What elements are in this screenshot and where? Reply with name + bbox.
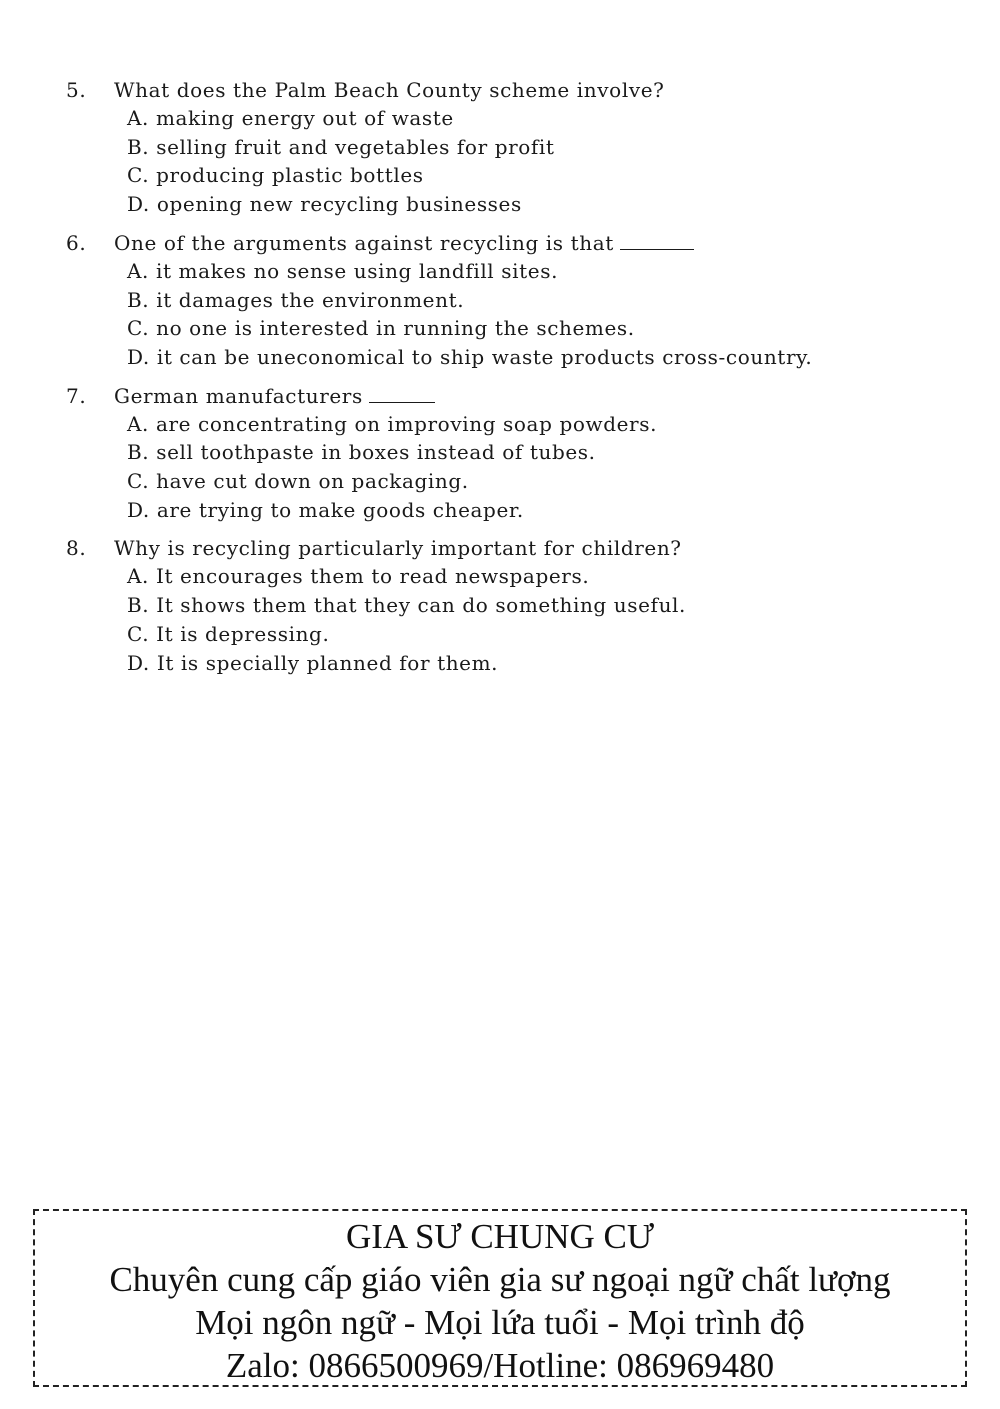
option-b: B. It shows them that they can do something useful.: [127, 593, 686, 618]
option-d: D. are trying to make goods cheaper.: [127, 497, 524, 522]
option-b: B. it damages the environment.: [127, 287, 465, 312]
question-number: 8.: [66, 536, 87, 561]
question-stem: [66, 76, 946, 104]
footer-title: GIA SƯ CHUNG CƯ: [345, 1217, 655, 1256]
question-5: [66, 76, 946, 219]
option-list: [127, 257, 946, 372]
question-stem: [66, 382, 946, 410]
advertisement-box: [33, 1209, 967, 1387]
question-text: German manufacturers: [114, 383, 363, 408]
option-list: [127, 410, 946, 525]
question-list: [66, 76, 946, 687]
question-number: 6.: [66, 230, 87, 255]
option-a: A. making energy out of waste: [127, 106, 454, 130]
option-a: A. are concentrating on improving soap powders.: [127, 411, 658, 436]
option-list: [127, 562, 946, 677]
option-c: C. no one is interested in running the schemes.: [127, 316, 635, 341]
answer-blank: [369, 388, 435, 403]
footer-subtitle: Mọi ngôn ngữ - Mọi lứa tuổi - Mọi trình độ: [195, 1303, 805, 1342]
question-6: [66, 229, 946, 372]
option-list: [127, 104, 946, 219]
option-b: B. sell toothpaste in boxes instead of tubes.: [127, 440, 596, 465]
question-text: What does the Palm Beach County scheme involve?: [114, 78, 665, 102]
question-text: One of the arguments against recycling is that: [114, 230, 614, 255]
option-d: D. it can be uneconomical to ship waste products cross-country.: [127, 344, 813, 369]
question-8: [66, 534, 946, 677]
question-stem: [66, 229, 946, 257]
option-a: A. It encourages them to read newspapers.: [127, 564, 590, 589]
question-number: 7.: [66, 383, 87, 408]
question-number: 5.: [66, 78, 87, 102]
option-d: D. opening new recycling businesses: [127, 192, 522, 217]
option-c: C. producing plastic bottles: [127, 163, 424, 188]
question-text: Why is recycling particularly important for children?: [114, 536, 682, 561]
footer-contact: Zalo: 0866500969/Hotline: 086969480: [225, 1346, 775, 1385]
answer-blank: [620, 235, 694, 250]
question-stem: [66, 534, 946, 562]
question-7: [66, 382, 946, 525]
option-c: C. It is depressing.: [127, 621, 330, 646]
option-d: D. It is specially planned for them.: [127, 650, 499, 675]
option-c: C. have cut down on packaging.: [127, 469, 469, 494]
option-a: A. it makes no sense using landfill sites.: [127, 258, 559, 283]
footer-tagline: Chuyên cung cấp giáo viên gia sư ngoại ngữ chất lượng: [109, 1260, 891, 1299]
option-b: B. selling fruit and vegetables for profit: [127, 134, 555, 159]
